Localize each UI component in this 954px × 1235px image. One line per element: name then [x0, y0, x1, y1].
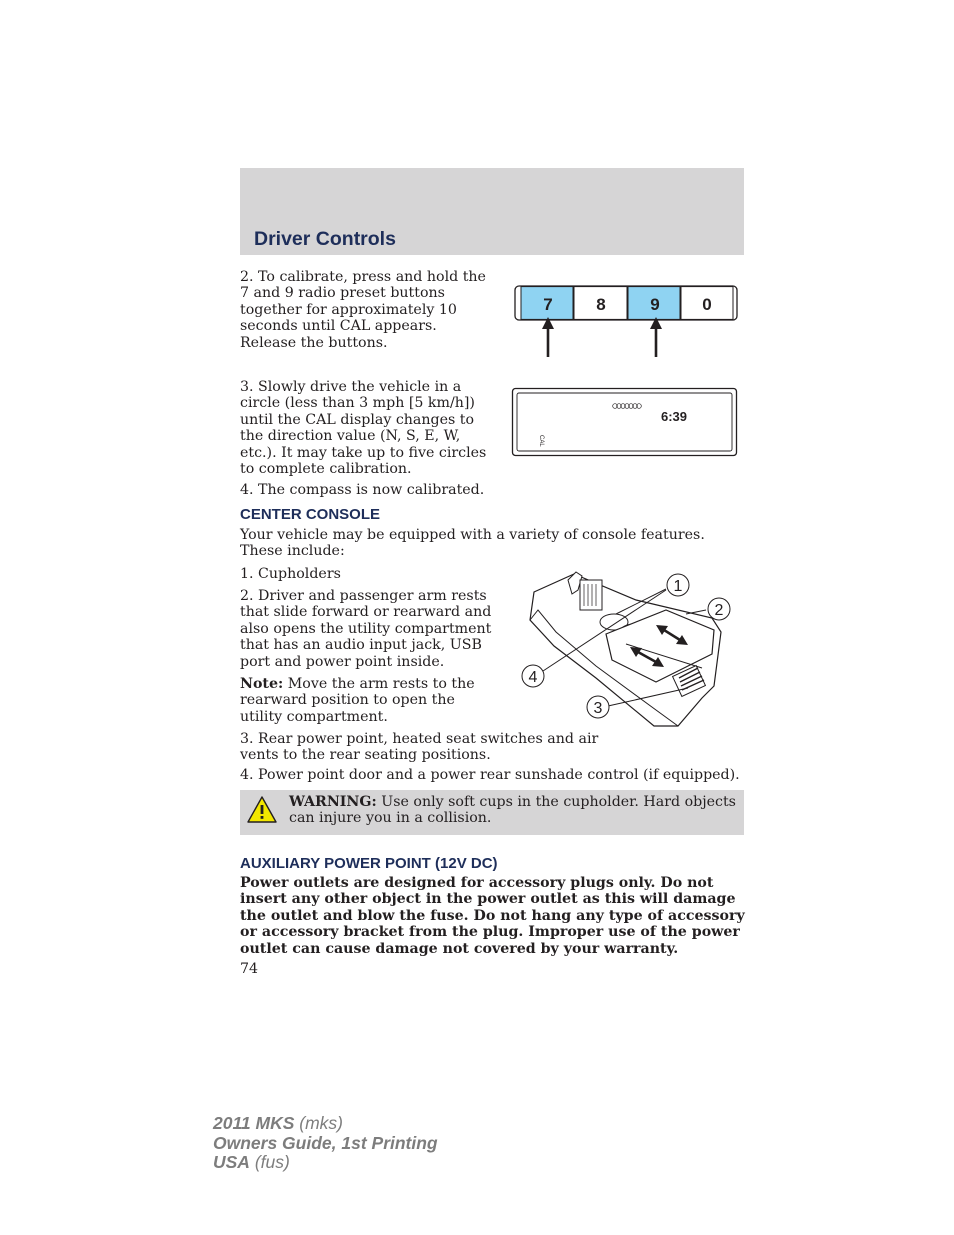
compass-display-figure	[511, 387, 739, 457]
section-title: Driver Controls	[254, 228, 396, 250]
footer-market: USA	[213, 1152, 250, 1172]
console-item-3: 3. Rear power point, heated seat switches and air vents to the rear seating positions.	[240, 731, 599, 764]
radio-preset-buttons-figure	[512, 284, 740, 360]
aux-power-heading: AUXILIARY POWER POINT (12V DC)	[240, 855, 498, 872]
document-footer	[213, 1114, 438, 1173]
callout-3: 3	[593, 700, 603, 717]
preset-button-8: 8	[596, 295, 606, 314]
preset-button-7: 7	[543, 295, 553, 314]
display-time: 6:39	[661, 409, 688, 424]
center-console-intro: Your vehicle may be equipped with a variety of console features. These include:	[240, 527, 705, 560]
warning-text	[289, 794, 739, 827]
footer-market-code: (fus)	[249, 1152, 290, 1172]
calibrate-step-2: 2. To calibrate, press and hold the 7 and 9 radio preset buttons together for approximately 10 seconds until CAL appears. Release the buttons.	[240, 269, 486, 351]
preset-button-0: 0	[702, 295, 712, 314]
footer-model-code: (mks)	[294, 1113, 343, 1133]
calibrate-step-4: 4. The compass is now calibrated.	[240, 482, 485, 498]
preset-button-9: 9	[650, 295, 660, 314]
page-number: 74	[240, 961, 259, 977]
callout-4: 4	[528, 669, 538, 686]
aux-power-warning: Power outlets are designed for accessory plugs only. Do not insert any other object in the power outlet as this will damage the outlet and blow the fuse. Do not hang any type of accessory or accessory bracket from the plug. Improper use of the power outlet can cause damage not covered by your warranty.	[240, 875, 745, 957]
warning-message: Use only soft cups in the cupholder. Hard objects can injure you in a collision.	[289, 794, 736, 827]
footer-line-3	[213, 1153, 438, 1173]
footer-line-1	[213, 1114, 438, 1134]
warning-label: WARNING:	[289, 794, 377, 810]
console-note	[240, 676, 495, 725]
center-console-heading: CENTER CONSOLE	[240, 506, 381, 523]
footer-printing: Owners Guide, 1st Printing	[213, 1132, 438, 1153]
arrow-up-icon	[650, 317, 662, 357]
console-item-4: 4. Power point door and a power rear sunshade control (if equipped).	[240, 767, 740, 783]
console-item-1: 1. Cupholders	[240, 566, 341, 582]
calibrate-step-3: 3. Slowly drive the vehicle in a circle (less than 3 mph [5 km/h]) until the CAL display changes to the direction value (N, S, E, W, etc.). It may take up to five circles to complete calibration.	[240, 379, 487, 478]
warning-triangle-icon	[246, 795, 278, 824]
callout-1: 1	[673, 578, 683, 595]
arrow-up-icon	[542, 317, 554, 357]
callout-2: 2	[714, 602, 724, 619]
note-label: Note:	[240, 676, 284, 692]
note-text: Move the arm rests to the rearward position to open the utility compartment.	[240, 676, 475, 725]
footer-line-2	[213, 1134, 438, 1154]
display-cal-label: CAL	[538, 435, 544, 447]
console-item-2: 2. Driver and passenger arm rests that slide forward or rearward and also opens the utility compartment that has an audio input jack, USB port and power point inside.	[240, 588, 492, 670]
footer-model: 2011 MKS	[213, 1113, 295, 1133]
center-console-illustration	[516, 570, 738, 730]
